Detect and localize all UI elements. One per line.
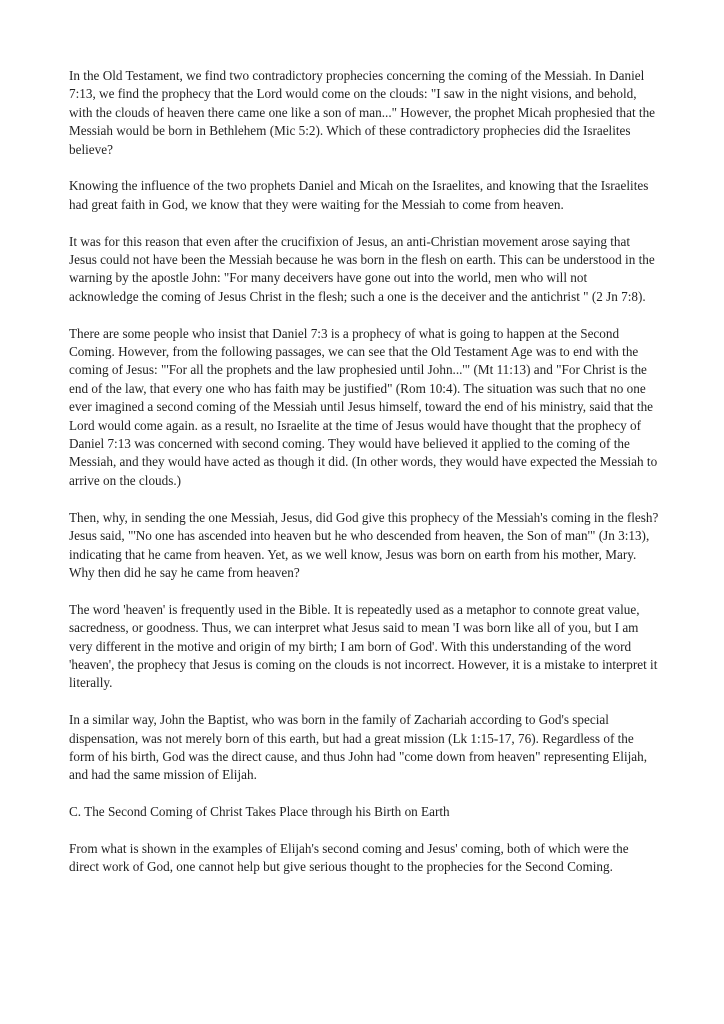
document-body [69,67,659,895]
paragraph-daniel-prophecy: There are some people who insist that Daniel 7:3 is a prophecy of what is going to happen at the Second Coming. However, from the following passages, we can see that the Old Testament Age was to end with the coming of Jesus: "'For all the prophets and the law prophesied until John...'" (Mt 11:13) and "For Christ is the end of the law, that every one who has faith may be justified" (Rom 10:4). The situation was such that no one ever imagined a second coming of the Messiah until Jesus himself, toward the end of his ministry, said that the Lord would come again. as a result, no Israelite at the time of Jesus would have thought that the prophecy of Daniel 7:13 was concerned with second coming. They would have believed it applied to the coming of the Messiah, and they would have acted as though it did. (In other words, they would have expected the Messiah to arrive on the clouds.) [69,325,658,488]
paragraph-israelite-expectation: Knowing the influence of the two prophets Daniel and Micah on the Israelites, and knowing that the Israelites had great faith in God, we know that they were waiting for the Messiah to come from heaven. [69,178,649,212]
paragraph-messiah-from-heaven: Then, why, in sending the one Messiah, Jesus, did God give this prophecy of the Messiah's coming in the flesh? Jesus said, "'No one has ascended into heaven but he who descended from heaven, the Son of man'" (Jn 3:13), indicating that he came from heaven. Yet, as we well know, Jesus was born on earth from his mother, Mary. Why then did he say he came from heaven? [69,509,659,580]
paragraph-meaning-of-heaven: The word 'heaven' is frequently used in the Bible. It is repeatedly used as a metaphor to connote great value, sacredness, or goodness. Thus, we can interpret what Jesus said to mean 'I was born like all of you, but I am very different in the motive and origin of my birth; I am born of God'. With this understanding of the word 'heaven', the prophecy that Jesus is coming on the clouds is not incorrect. However, it is a mistake to interpret it literally. [69,601,658,691]
section-heading: C. The Second Coming of Christ Takes Place through his Birth on Earth [69,804,450,820]
paragraph-two-prophecies: In the Old Testament, we find two contradictory prophecies concerning the coming of the Messiah. In Daniel 7:13, we find the prophecy that the Lord would come on the clouds: "I saw in the night visions, and behold, with the clouds of heaven there came one like a son of man..." However, the prophet Micah prophesied that the Messiah would be born in Bethlehem (Mic 5:2). Which of these contradictory prophecies did the Israelites believe? [69,68,656,157]
paragraph-anti-christian-movement: It was for this reason that even after the crucifixion of Jesus, an anti-Christian movement arose saying that Jesus could not have been the Messiah because he was born in the flesh on earth. This can be understood in the warning by the apostle John: "For many deceivers have gone out into the world, men who will not acknowledge the coming of Jesus Christ in the flesh; such a one is the deceiver and the antichrist " (2 Jn 7:8). [69,233,655,304]
paragraph-john-the-baptist: In a similar way, John the Baptist, who was born in the family of Zachariah according to God's special dispensation, was not merely born of this earth, but had a great mission (Lk 1:15-17, 76). Regardless of the form of his birth, God was the direct cause, and thus John had "come down from heaven" representing Elijah, and had the same mission of Elijah. [69,712,648,783]
paragraph-second-coming: From what is shown in the examples of Elijah's second coming and Jesus' coming, both of which were the direct work of God, one cannot help but give serious thought to the prophecies for the Second Coming. [69,840,629,875]
